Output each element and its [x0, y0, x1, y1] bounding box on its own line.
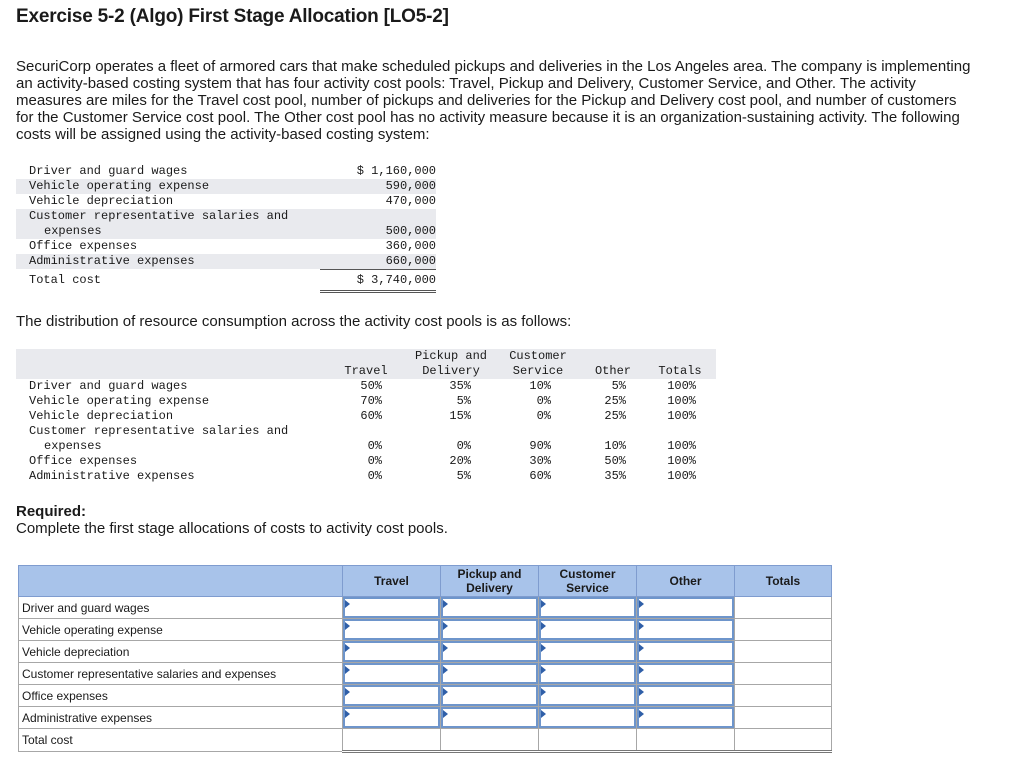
allocation-total-row: [19, 729, 832, 752]
cost-label: Administrative expenses: [29, 254, 195, 268]
other-input[interactable]: [637, 663, 734, 684]
allocation-row: [19, 707, 832, 729]
pickup-input[interactable]: [441, 685, 538, 706]
other-input[interactable]: [637, 685, 734, 706]
distribution-intro: The distribution of resource consumption across the activity cost pools is as follows:: [16, 313, 572, 330]
header-line: Service: [566, 581, 609, 595]
pct-pickup: 0%: [456, 439, 471, 453]
distribution-header: [16, 349, 716, 379]
allocation-row: [19, 641, 832, 663]
pct-other: 25%: [604, 394, 626, 408]
other-input[interactable]: [637, 597, 734, 618]
pct-travel: 60%: [360, 409, 382, 423]
pct-customer: 90%: [529, 439, 551, 453]
cost-row: [16, 254, 436, 269]
allocation-row-label: Office expenses: [19, 685, 343, 707]
travel-input[interactable]: [343, 707, 440, 728]
travel-input[interactable]: [343, 597, 440, 618]
cost-row: [16, 194, 436, 209]
cell-travel: [343, 729, 441, 752]
cell-pickup: [441, 707, 539, 729]
cell-travel: [343, 663, 441, 685]
customer-input[interactable]: [539, 685, 636, 706]
cell-pickup: [441, 729, 539, 752]
cell-customer: [539, 707, 637, 729]
customer-input[interactable]: [539, 619, 636, 640]
cell-travel: [343, 641, 441, 663]
cell-other: [637, 619, 735, 641]
cell-customer: [539, 729, 637, 752]
pct-travel: 0%: [367, 454, 382, 468]
pct-total: 100%: [667, 394, 696, 408]
col-travel: Travel: [343, 566, 441, 597]
pct-other: 35%: [604, 469, 626, 483]
pct-customer: 10%: [529, 379, 551, 393]
pickup-input[interactable]: [441, 619, 538, 640]
header-line: Delivery: [466, 581, 513, 595]
distribution-label: Driver and guard wages: [29, 379, 188, 393]
col-totals: Totals: [735, 566, 832, 597]
pct-pickup: 5%: [456, 394, 471, 408]
pct-travel: 0%: [367, 439, 382, 453]
allocation-header-row: [19, 566, 832, 597]
distribution-row: [16, 454, 716, 469]
customer-input[interactable]: [539, 597, 636, 618]
required-section: [16, 503, 448, 537]
pickup-input[interactable]: [441, 707, 538, 728]
cell-other: [637, 597, 735, 619]
cell-other: [637, 729, 735, 752]
cost-label: Office expenses: [29, 239, 138, 253]
allocation-grid: [18, 565, 832, 753]
allocation-row-label: Total cost: [19, 729, 343, 752]
customer-input[interactable]: [539, 707, 636, 728]
pct-total: 100%: [667, 439, 696, 453]
cost-label: Customer representative salaries and: [29, 209, 289, 223]
distribution-row: [16, 424, 716, 439]
pct-customer: 30%: [529, 454, 551, 468]
pct-travel: 0%: [367, 469, 382, 483]
cell-travel: [343, 707, 441, 729]
pct-other: 10%: [604, 439, 626, 453]
allocation-row: [19, 619, 832, 641]
pct-total: 100%: [667, 469, 696, 483]
allocation-row: [19, 597, 832, 619]
pct-customer: 60%: [529, 469, 551, 483]
cost-amount: $ 3,740,000: [320, 271, 436, 293]
cell-customer: [539, 641, 637, 663]
pct-other: 5%: [611, 379, 626, 393]
header-customer-service: [501, 349, 575, 379]
cell-customer: [539, 663, 637, 685]
other-input[interactable]: [637, 707, 734, 728]
pct-total: 100%: [667, 409, 696, 423]
header-line: Customer: [559, 567, 616, 581]
cost-amount: $ 1,160,000: [356, 164, 436, 178]
travel-input[interactable]: [343, 641, 440, 662]
distribution-row: [16, 469, 716, 484]
cost-row: [16, 239, 436, 254]
cost-row: [16, 209, 436, 224]
cell-travel: [343, 597, 441, 619]
pct-customer: 0%: [536, 409, 551, 423]
distribution-table: [16, 349, 716, 484]
required-text: Complete the first stage allocations of costs to activity cost pools.: [16, 520, 448, 537]
header-line: Delivery: [422, 364, 480, 378]
cell-totals: [735, 729, 832, 752]
pct-pickup: 20%: [449, 454, 471, 468]
header-totals: Totals: [658, 364, 702, 378]
cost-label: Vehicle depreciation: [29, 194, 174, 208]
cell-other: [637, 707, 735, 729]
pct-total: 100%: [667, 379, 696, 393]
header-pickup-delivery: [406, 349, 496, 379]
header-other: Other: [594, 364, 631, 378]
allocation-row: [19, 685, 832, 707]
cost-row: [16, 164, 436, 179]
cell-other: [637, 685, 735, 707]
allocation-row-label: Vehicle operating expense: [19, 619, 343, 641]
cell-pickup: [441, 663, 539, 685]
cost-amount: 360,000: [385, 239, 436, 253]
distribution-label: Vehicle operating expense: [29, 394, 210, 408]
cell-travel: [343, 619, 441, 641]
intro-paragraph: SecuriCorp operates a fleet of armored cars that make scheduled pickups and deliveries in the Los Angeles area. The company is implementing an activity-based costing system that has four activity cost pools: Travel, Pickup and Delivery, Customer Service, and Other. The activity measures are miles for the Travel cost pool, number of pickups and deliveries for the Pickup and Delivery cost pool, and number of customers for the Customer Service cost pool. The Other cost pool has no activity measure because it is an organization-sustaining activity. The following costs will be assigned using the activity-based costing system:: [16, 58, 971, 143]
distribution-label: Office expenses: [29, 454, 138, 468]
allocation-row-label: Driver and guard wages: [19, 597, 343, 619]
cost-table: [16, 164, 436, 290]
cost-total-row: [16, 271, 436, 290]
cell-customer: [539, 619, 637, 641]
cell-totals: [735, 597, 832, 619]
distribution-row: [16, 409, 716, 424]
cell-totals: [735, 663, 832, 685]
cell-totals: [735, 707, 832, 729]
allocation-row-label: Customer representative salaries and expenses: [19, 663, 343, 685]
cell-totals: [735, 619, 832, 641]
cost-row: [16, 224, 436, 239]
distribution-label: Customer representative salaries and: [29, 424, 289, 438]
col-other: Other: [637, 566, 735, 597]
pickup-input[interactable]: [441, 663, 538, 684]
header-line: Pickup and: [457, 567, 522, 581]
cell-other: [637, 641, 735, 663]
allocation-row-label: Vehicle depreciation: [19, 641, 343, 663]
cell-customer: [539, 685, 637, 707]
cell-travel: [343, 685, 441, 707]
pct-other: 50%: [604, 454, 626, 468]
cell-pickup: [441, 597, 539, 619]
page-title: Exercise 5-2 (Algo) First Stage Allocation [LO5-2]: [16, 6, 449, 27]
cost-label: Driver and guard wages: [29, 164, 188, 178]
allocation-table: [18, 565, 832, 753]
pct-pickup: 5%: [456, 469, 471, 483]
header-line: Pickup and: [414, 349, 487, 363]
distribution-label: Administrative expenses: [29, 469, 195, 483]
header-line: Customer: [509, 349, 567, 363]
cell-pickup: [441, 685, 539, 707]
header-travel: Travel: [344, 364, 388, 378]
cell-totals: [735, 641, 832, 663]
col-customer-service: [539, 566, 637, 597]
cost-amount: 590,000: [385, 179, 436, 193]
distribution-row: [16, 394, 716, 409]
required-heading: Required:: [16, 503, 87, 520]
header-blank: [19, 566, 343, 597]
cell-other: [637, 663, 735, 685]
pct-other: 25%: [604, 409, 626, 423]
col-pickup-delivery: [441, 566, 539, 597]
other-input[interactable]: [637, 619, 734, 640]
cell-customer: [539, 597, 637, 619]
distribution-row: [16, 439, 716, 454]
pct-travel: 50%: [360, 379, 382, 393]
cell-pickup: [441, 641, 539, 663]
travel-input[interactable]: [343, 619, 440, 640]
distribution-label: Vehicle depreciation: [29, 409, 174, 423]
other-input[interactable]: [637, 641, 734, 662]
pct-customer: 0%: [536, 394, 551, 408]
customer-input[interactable]: [539, 641, 636, 662]
cost-label: Vehicle operating expense: [29, 179, 210, 193]
header-line: Service: [512, 364, 564, 378]
customer-input[interactable]: [539, 663, 636, 684]
distribution-row: [16, 379, 716, 394]
pct-travel: 70%: [360, 394, 382, 408]
pct-total: 100%: [667, 454, 696, 468]
pickup-input[interactable]: [441, 641, 538, 662]
cell-totals: [735, 685, 832, 707]
distribution-label: expenses: [44, 439, 102, 453]
allocation-row: [19, 663, 832, 685]
pct-pickup: 15%: [449, 409, 471, 423]
cost-label: expenses: [44, 224, 102, 238]
cell-pickup: [441, 619, 539, 641]
travel-input[interactable]: [343, 685, 440, 706]
pickup-input[interactable]: [441, 597, 538, 618]
cost-amount: 660,000: [320, 254, 436, 270]
cost-row: [16, 179, 436, 194]
travel-input[interactable]: [343, 663, 440, 684]
cost-amount: 500,000: [385, 224, 436, 238]
cost-label: Total cost: [29, 273, 102, 287]
cost-amount: 470,000: [385, 194, 436, 208]
pct-pickup: 35%: [449, 379, 471, 393]
allocation-row-label: Administrative expenses: [19, 707, 343, 729]
